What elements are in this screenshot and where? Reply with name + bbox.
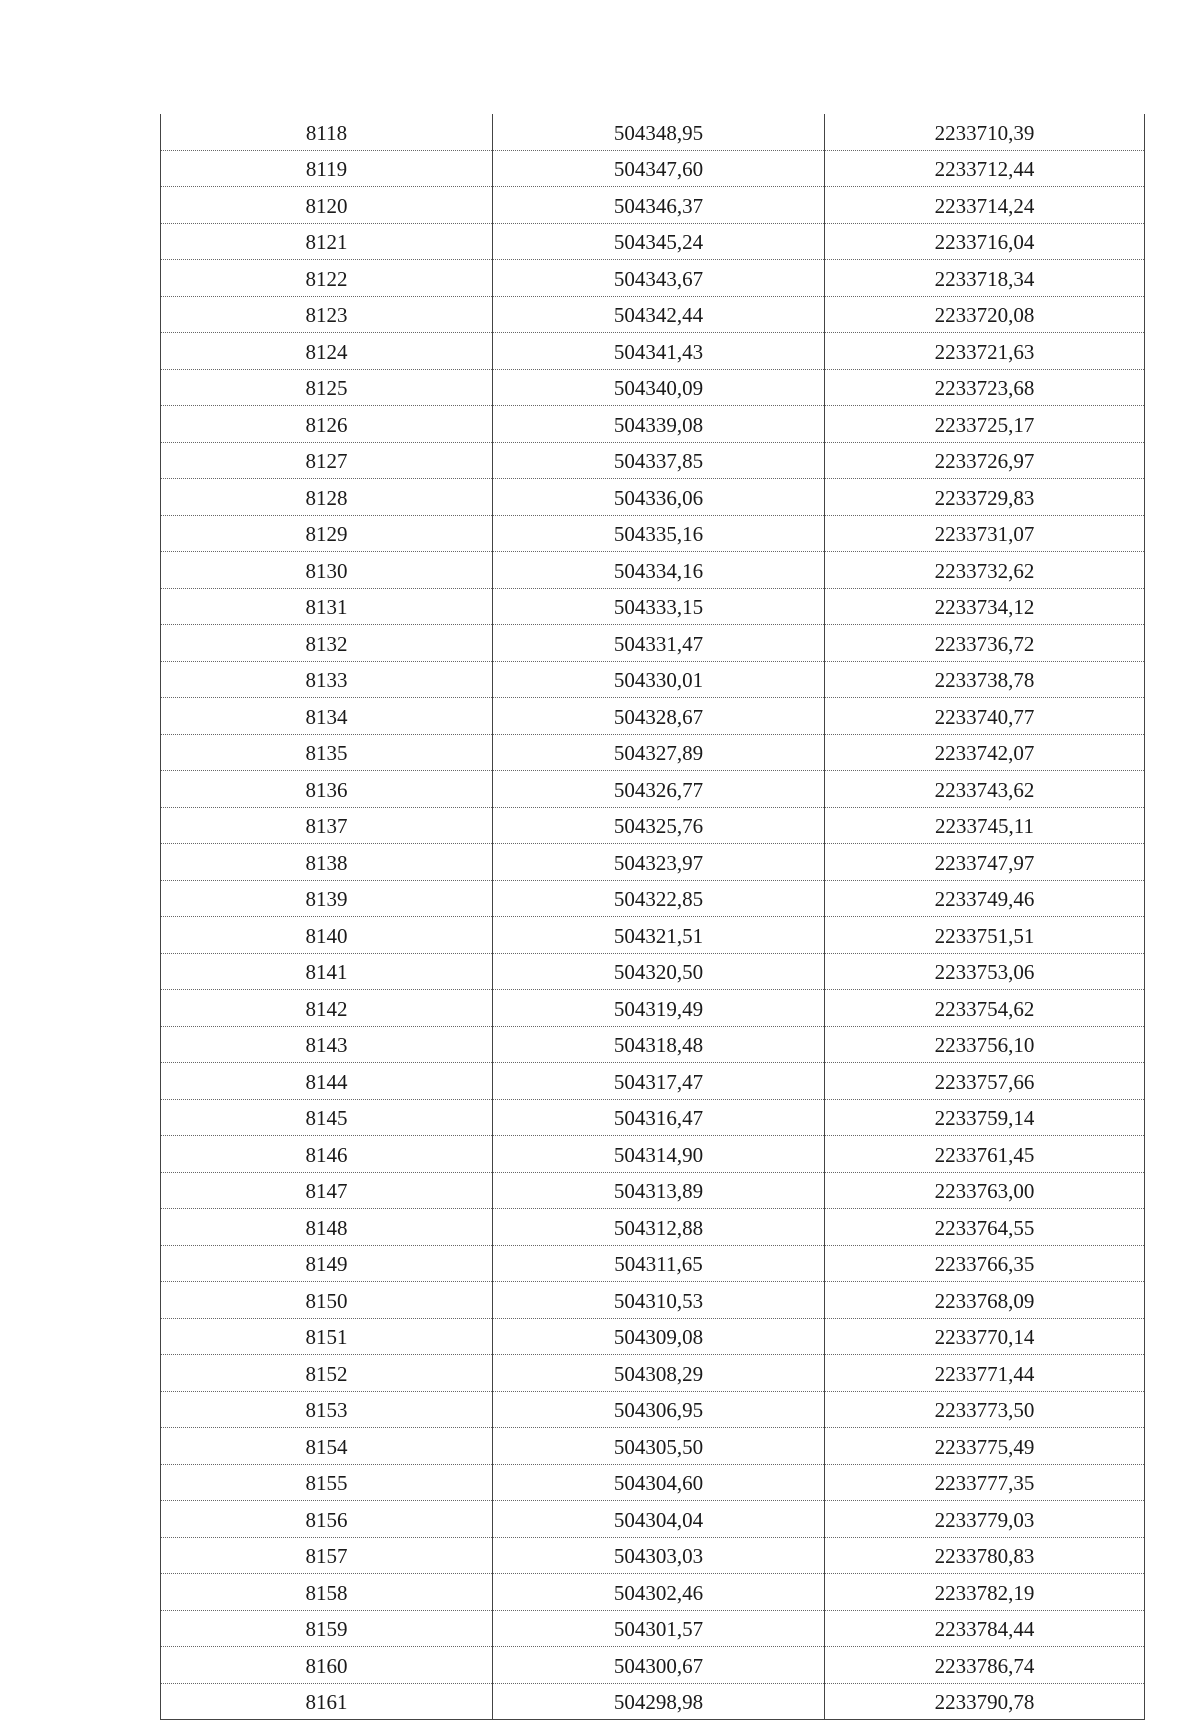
x-coordinate-cell: 504304,04: [493, 1501, 825, 1538]
y-coordinate-cell: 2233759,14: [825, 1099, 1145, 1136]
point-number-cell: 8145: [161, 1099, 493, 1136]
y-coordinate-cell: 2233747,97: [825, 844, 1145, 881]
y-coordinate-cell: 2233731,07: [825, 515, 1145, 552]
point-number-cell: 8127: [161, 442, 493, 479]
table-row: [161, 114, 1145, 150]
table-row: [161, 734, 1145, 771]
x-coordinate-cell: 504320,50: [493, 953, 825, 990]
table-row: [161, 1318, 1145, 1355]
x-coordinate-cell: 504306,95: [493, 1391, 825, 1428]
y-coordinate-cell: 2233777,35: [825, 1464, 1145, 1501]
y-coordinate-cell: 2233716,04: [825, 223, 1145, 260]
x-coordinate-cell: 504321,51: [493, 917, 825, 954]
point-number-cell: 8149: [161, 1245, 493, 1282]
table-row: [161, 479, 1145, 516]
point-number-cell: 8142: [161, 990, 493, 1027]
table-row: [161, 880, 1145, 917]
table-row: [161, 1026, 1145, 1063]
table-row: [161, 442, 1145, 479]
y-coordinate-cell: 2233751,51: [825, 917, 1145, 954]
table-row: [161, 1464, 1145, 1501]
y-coordinate-cell: 2233784,44: [825, 1610, 1145, 1647]
point-number-cell: 8159: [161, 1610, 493, 1647]
point-number-cell: 8139: [161, 880, 493, 917]
x-coordinate-cell: 504314,90: [493, 1136, 825, 1173]
x-coordinate-cell: 504319,49: [493, 990, 825, 1027]
x-coordinate-cell: 504341,43: [493, 333, 825, 370]
x-coordinate-cell: 504346,37: [493, 187, 825, 224]
x-coordinate-cell: 504336,06: [493, 479, 825, 516]
point-number-cell: 8123: [161, 296, 493, 333]
y-coordinate-cell: 2233732,62: [825, 552, 1145, 589]
y-coordinate-cell: 2233782,19: [825, 1574, 1145, 1611]
table-row: [161, 625, 1145, 662]
x-coordinate-cell: 504311,65: [493, 1245, 825, 1282]
table-row: [161, 1683, 1145, 1720]
point-number-cell: 8138: [161, 844, 493, 881]
point-number-cell: 8129: [161, 515, 493, 552]
x-coordinate-cell: 504340,09: [493, 369, 825, 406]
x-coordinate-cell: 504318,48: [493, 1026, 825, 1063]
table-row: [161, 1245, 1145, 1282]
x-coordinate-cell: 504305,50: [493, 1428, 825, 1465]
y-coordinate-cell: 2233761,45: [825, 1136, 1145, 1173]
point-number-cell: 8132: [161, 625, 493, 662]
table-row: [161, 1172, 1145, 1209]
x-coordinate-cell: 504308,29: [493, 1355, 825, 1392]
y-coordinate-cell: 2233756,10: [825, 1026, 1145, 1063]
y-coordinate-cell: 2233745,11: [825, 807, 1145, 844]
point-number-cell: 8128: [161, 479, 493, 516]
table-row: [161, 1063, 1145, 1100]
y-coordinate-cell: 2233753,06: [825, 953, 1145, 990]
x-coordinate-cell: 504337,85: [493, 442, 825, 479]
point-number-cell: 8131: [161, 588, 493, 625]
x-coordinate-cell: 504300,67: [493, 1647, 825, 1684]
table-row: [161, 369, 1145, 406]
point-number-cell: 8153: [161, 1391, 493, 1428]
table-row: [161, 260, 1145, 297]
point-number-cell: 8148: [161, 1209, 493, 1246]
x-coordinate-cell: 504327,89: [493, 734, 825, 771]
point-number-cell: 8119: [161, 150, 493, 187]
table-row: [161, 1136, 1145, 1173]
table-row: [161, 333, 1145, 370]
point-number-cell: 8158: [161, 1574, 493, 1611]
point-number-cell: 8133: [161, 661, 493, 698]
point-number-cell: 8150: [161, 1282, 493, 1319]
y-coordinate-cell: 2233764,55: [825, 1209, 1145, 1246]
point-number-cell: 8155: [161, 1464, 493, 1501]
x-coordinate-cell: 504342,44: [493, 296, 825, 333]
table-row: [161, 1282, 1145, 1319]
x-coordinate-cell: 504322,85: [493, 880, 825, 917]
y-coordinate-cell: 2233754,62: [825, 990, 1145, 1027]
x-coordinate-cell: 504345,24: [493, 223, 825, 260]
y-coordinate-cell: 2233780,83: [825, 1537, 1145, 1574]
y-coordinate-cell: 2233770,14: [825, 1318, 1145, 1355]
table-row: [161, 515, 1145, 552]
table-row: [161, 1647, 1145, 1684]
y-coordinate-cell: 2233725,17: [825, 406, 1145, 443]
point-number-cell: 8120: [161, 187, 493, 224]
y-coordinate-cell: 2233720,08: [825, 296, 1145, 333]
table-row: [161, 1501, 1145, 1538]
y-coordinate-cell: 2233726,97: [825, 442, 1145, 479]
x-coordinate-cell: 504343,67: [493, 260, 825, 297]
point-number-cell: 8151: [161, 1318, 493, 1355]
y-coordinate-cell: 2233729,83: [825, 479, 1145, 516]
table-row: [161, 1391, 1145, 1428]
table-row: [161, 223, 1145, 260]
x-coordinate-cell: 504331,47: [493, 625, 825, 662]
y-coordinate-cell: 2233723,68: [825, 369, 1145, 406]
table-row: [161, 807, 1145, 844]
table-row: [161, 588, 1145, 625]
y-coordinate-cell: 2233736,72: [825, 625, 1145, 662]
y-coordinate-cell: 2233757,66: [825, 1063, 1145, 1100]
table-row: [161, 1209, 1145, 1246]
point-number-cell: 8147: [161, 1172, 493, 1209]
point-number-cell: 8121: [161, 223, 493, 260]
y-coordinate-cell: 2233734,12: [825, 588, 1145, 625]
table-row: [161, 1428, 1145, 1465]
x-coordinate-cell: 504323,97: [493, 844, 825, 881]
x-coordinate-cell: 504304,60: [493, 1464, 825, 1501]
table-row: [161, 406, 1145, 443]
point-number-cell: 8152: [161, 1355, 493, 1392]
y-coordinate-cell: 2233738,78: [825, 661, 1145, 698]
point-number-cell: 8136: [161, 771, 493, 808]
point-number-cell: 8125: [161, 369, 493, 406]
x-coordinate-cell: 504313,89: [493, 1172, 825, 1209]
y-coordinate-cell: 2233721,63: [825, 333, 1145, 370]
x-coordinate-cell: 504328,67: [493, 698, 825, 735]
table-row: [161, 1099, 1145, 1136]
table-row: [161, 771, 1145, 808]
x-coordinate-cell: 504302,46: [493, 1574, 825, 1611]
x-coordinate-cell: 504310,53: [493, 1282, 825, 1319]
x-coordinate-cell: 504339,08: [493, 406, 825, 443]
point-number-cell: 8130: [161, 552, 493, 589]
y-coordinate-cell: 2233766,35: [825, 1245, 1145, 1282]
x-coordinate-cell: 504330,01: [493, 661, 825, 698]
point-number-cell: 8122: [161, 260, 493, 297]
y-coordinate-cell: 2233763,00: [825, 1172, 1145, 1209]
point-number-cell: 8140: [161, 917, 493, 954]
table-row: [161, 150, 1145, 187]
x-coordinate-cell: 504348,95: [493, 114, 825, 150]
table-row: [161, 844, 1145, 881]
table-row: [161, 1537, 1145, 1574]
x-coordinate-cell: 504326,77: [493, 771, 825, 808]
table-row: [161, 1610, 1145, 1647]
x-coordinate-cell: 504333,15: [493, 588, 825, 625]
y-coordinate-cell: 2233714,24: [825, 187, 1145, 224]
point-number-cell: 8143: [161, 1026, 493, 1063]
point-number-cell: 8118: [161, 114, 493, 150]
point-number-cell: 8137: [161, 807, 493, 844]
y-coordinate-cell: 2233771,44: [825, 1355, 1145, 1392]
y-coordinate-cell: 2233710,39: [825, 114, 1145, 150]
y-coordinate-cell: 2233786,74: [825, 1647, 1145, 1684]
table-row: [161, 990, 1145, 1027]
table-row: [161, 661, 1145, 698]
x-coordinate-cell: 504312,88: [493, 1209, 825, 1246]
x-coordinate-cell: 504309,08: [493, 1318, 825, 1355]
y-coordinate-cell: 2233743,62: [825, 771, 1145, 808]
y-coordinate-cell: 2233742,07: [825, 734, 1145, 771]
x-coordinate-cell: 504317,47: [493, 1063, 825, 1100]
table-row: [161, 187, 1145, 224]
point-number-cell: 8146: [161, 1136, 493, 1173]
x-coordinate-cell: 504335,16: [493, 515, 825, 552]
point-number-cell: 8135: [161, 734, 493, 771]
point-number-cell: 8134: [161, 698, 493, 735]
x-coordinate-cell: 504334,16: [493, 552, 825, 589]
x-coordinate-cell: 504316,47: [493, 1099, 825, 1136]
table-row: [161, 917, 1145, 954]
table-row: [161, 296, 1145, 333]
point-number-cell: 8154: [161, 1428, 493, 1465]
point-number-cell: 8124: [161, 333, 493, 370]
y-coordinate-cell: 2233740,77: [825, 698, 1145, 735]
y-coordinate-cell: 2233749,46: [825, 880, 1145, 917]
point-number-cell: 8160: [161, 1647, 493, 1684]
y-coordinate-cell: 2233775,49: [825, 1428, 1145, 1465]
table-row: [161, 698, 1145, 735]
point-number-cell: 8144: [161, 1063, 493, 1100]
x-coordinate-cell: 504347,60: [493, 150, 825, 187]
point-number-cell: 8161: [161, 1683, 493, 1720]
x-coordinate-cell: 504303,03: [493, 1537, 825, 1574]
table-row: [161, 1355, 1145, 1392]
y-coordinate-cell: 2233790,78: [825, 1683, 1145, 1720]
table-row: [161, 953, 1145, 990]
coordinates-table: [160, 114, 1145, 1720]
point-number-cell: 8157: [161, 1537, 493, 1574]
y-coordinate-cell: 2233712,44: [825, 150, 1145, 187]
y-coordinate-cell: 2233773,50: [825, 1391, 1145, 1428]
point-number-cell: 8141: [161, 953, 493, 990]
x-coordinate-cell: 504301,57: [493, 1610, 825, 1647]
table-row: [161, 1574, 1145, 1611]
point-number-cell: 8156: [161, 1501, 493, 1538]
x-coordinate-cell: 504298,98: [493, 1683, 825, 1720]
point-number-cell: 8126: [161, 406, 493, 443]
y-coordinate-cell: 2233768,09: [825, 1282, 1145, 1319]
x-coordinate-cell: 504325,76: [493, 807, 825, 844]
table-row: [161, 552, 1145, 589]
y-coordinate-cell: 2233779,03: [825, 1501, 1145, 1538]
coordinates-table-body: [161, 114, 1145, 1720]
y-coordinate-cell: 2233718,34: [825, 260, 1145, 297]
